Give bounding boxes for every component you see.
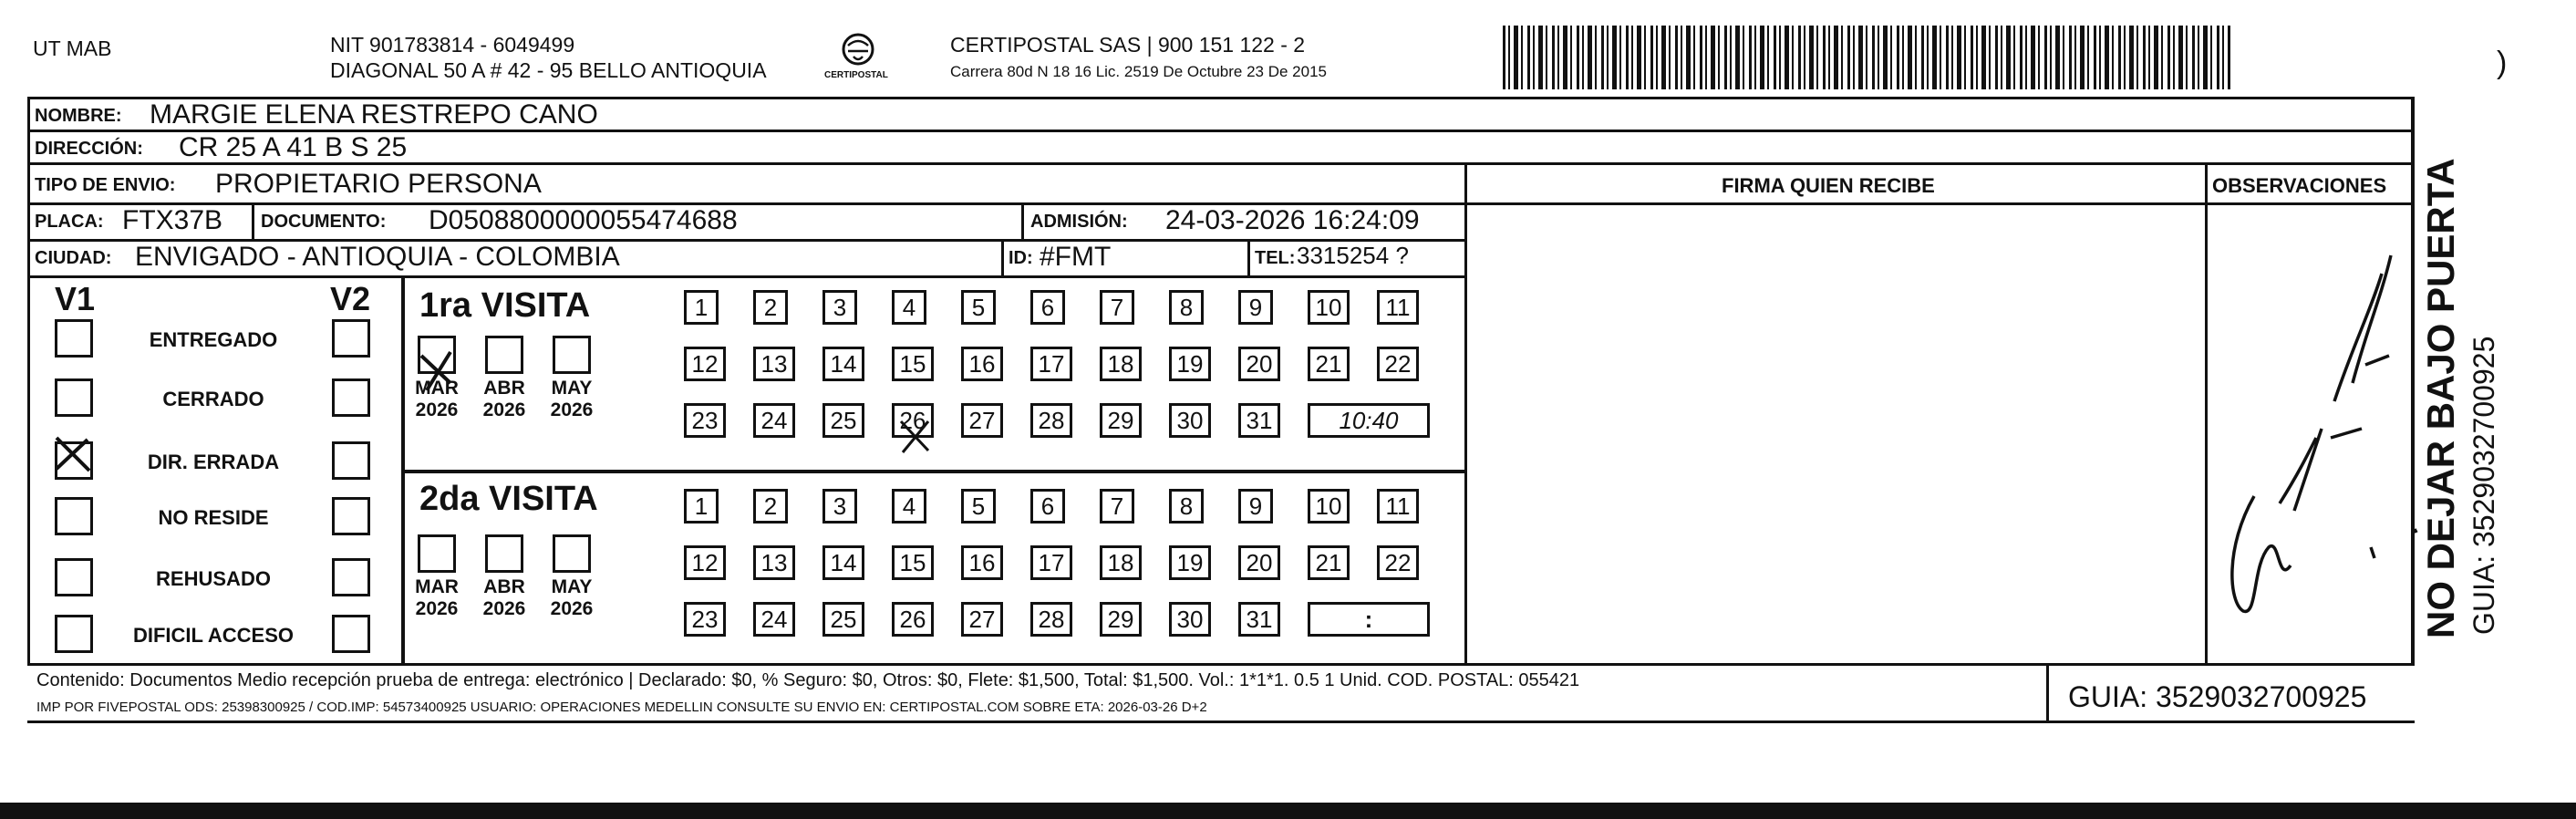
direccion-label: DIRECCIÓN: (35, 139, 143, 159)
bottom-bar (0, 803, 2576, 819)
day-box[interactable]: 25 (822, 403, 864, 438)
admision-label: ADMISIÓN: (1030, 212, 1128, 232)
company-name: UT MAB (33, 36, 112, 60)
time-box[interactable]: 10:40 (1308, 403, 1430, 438)
day-box[interactable]: 28 (1030, 602, 1072, 637)
admision-value: 24-03-2026 16:24:09 (1165, 205, 1420, 235)
day-box[interactable]: 30 (1169, 602, 1211, 637)
day-box[interactable]: 27 (961, 602, 1003, 637)
status-label: NO RESIDE (158, 506, 269, 529)
tel-label: TEL: (1255, 248, 1296, 268)
month-label: ABR 2026 (482, 378, 526, 421)
status-label: ENTREGADO (149, 328, 278, 351)
day-box[interactable]: 17 (1030, 347, 1072, 381)
day-box[interactable]: 21 (1308, 545, 1350, 580)
documento-value: D0508800000055474688 (429, 205, 738, 235)
footer-line-1: Contenido: Documentos Medio recepción prueba de entrega: electrónico | Declarado: $0, % Seguro: $0, Otros: $0, Flete: $1,500, Total: $1,500. Vol.: 1*1*1. 0.5 1 Unid. COD. POSTAL: 055421 (36, 670, 1580, 690)
month-label: ABR 2026 (482, 576, 526, 620)
day-box[interactable]: 5 (961, 290, 996, 325)
status-label: DIFICIL ACCESO (132, 624, 294, 647)
day-box[interactable]: 29 (1100, 403, 1142, 438)
certipostal-name: CERTIPOSTAL SAS | 900 151 122 - 2 (950, 33, 1306, 57)
observaciones-header: OBSERVACIONES (2212, 174, 2387, 197)
day-box[interactable]: 6 (1030, 489, 1065, 524)
direccion-value: CR 25 A 41 B S 25 (179, 132, 408, 162)
day-box[interactable]: 9 (1238, 290, 1273, 325)
placa-value: FTX37B (122, 205, 223, 235)
company-address: DIAGONAL 50 A # 42 - 95 BELLO ANTIOQUIA (330, 58, 767, 82)
day-box[interactable]: 12 (684, 545, 726, 580)
nombre-label: NOMBRE: (35, 106, 122, 126)
day-box[interactable]: 11 (1377, 489, 1419, 524)
day-box[interactable]: 22 (1377, 545, 1419, 580)
day-box[interactable]: 14 (822, 545, 864, 580)
month-label: MAR 2026 (415, 378, 459, 421)
day-box[interactable]: 26 (892, 403, 934, 438)
day-box[interactable]: 5 (961, 489, 996, 524)
ciudad-label: CIUDAD: (35, 248, 112, 268)
day-box[interactable]: 9 (1238, 489, 1273, 524)
certipostal-logo-text: CERTIPOSTAL (824, 70, 888, 80)
certipostal-address: Carrera 80d N 18 16 Lic. 2519 De Octubre 23 De 2015 (950, 63, 1327, 80)
time-box[interactable]: : (1308, 602, 1430, 637)
month-label: MAY 2026 (550, 576, 594, 620)
day-box[interactable]: 31 (1238, 403, 1280, 438)
day-box[interactable]: 16 (961, 545, 1003, 580)
day-box[interactable]: 11 (1377, 290, 1419, 325)
company-nit: NIT 901783814 - 6049499 (330, 33, 575, 57)
tipo-envio-value: PROPIETARIO PERSONA (215, 169, 542, 199)
firma-header: FIRMA QUIEN RECIBE (1722, 174, 1935, 197)
day-box[interactable]: 21 (1308, 347, 1350, 381)
side-guia: GUIA: 3529032700925 (2467, 336, 2500, 635)
day-box[interactable]: 4 (892, 489, 926, 524)
first-visit-title: 1ra VISITA (419, 286, 591, 325)
v2-label: V2 (330, 280, 371, 317)
day-box[interactable]: 13 (753, 347, 795, 381)
day-box[interactable]: 14 (822, 347, 864, 381)
footer-guia: GUIA: 3529032700925 (2068, 680, 2367, 713)
status-label: CERRADO (162, 388, 264, 410)
day-box[interactable]: 27 (961, 403, 1003, 438)
day-box[interactable]: 28 (1030, 403, 1072, 438)
day-box[interactable]: 10 (1308, 489, 1350, 524)
day-box[interactable]: 10 (1308, 290, 1350, 325)
day-box[interactable]: 1 (684, 290, 719, 325)
day-box[interactable]: 18 (1100, 545, 1142, 580)
day-box[interactable]: 23 (684, 403, 726, 438)
month-label: MAY 2026 (550, 378, 594, 421)
day-box[interactable]: 8 (1169, 290, 1204, 325)
month-label: MAR 2026 (415, 576, 459, 620)
day-box[interactable]: 7 (1100, 290, 1134, 325)
day-box[interactable]: 4 (892, 290, 926, 325)
day-box[interactable]: 1 (684, 489, 719, 524)
day-box[interactable]: 24 (753, 602, 795, 637)
day-box[interactable]: 26 (892, 602, 934, 637)
placa-label: PLACA: (35, 212, 104, 232)
day-box[interactable]: 19 (1169, 347, 1211, 381)
ciudad-value: ENVIGADO - ANTIOQUIA - COLOMBIA (135, 242, 620, 272)
id-value: #FMT (1040, 242, 1112, 272)
day-box[interactable]: 22 (1377, 347, 1419, 381)
day-box[interactable]: 20 (1238, 545, 1280, 580)
no-dejar-warning: NO DEJAR BAJO PUERTA (2419, 158, 2462, 638)
day-box[interactable]: 3 (822, 489, 857, 524)
footer-line-2: IMP POR FIVEPOSTAL ODS: 25398300925 / COD.IMP: 54573400925 USUARIO: OPERACIONES MEDELLIN CONSULTE SU ENVIO EN: CERTIPOSTAL.COM SOBRE ETA: 2026-03-26 D+2 (36, 700, 1207, 715)
second-visit-title: 2da VISITA (419, 480, 598, 518)
day-box[interactable]: 15 (892, 347, 934, 381)
day-box[interactable]: 2 (753, 489, 788, 524)
day-box[interactable]: 3 (822, 290, 857, 325)
status-label: DIR. ERRADA (147, 451, 280, 473)
documento-label: DOCUMENTO: (261, 212, 387, 232)
day-box[interactable]: 18 (1100, 347, 1142, 381)
day-box[interactable]: 30 (1169, 403, 1211, 438)
day-box[interactable]: 25 (822, 602, 864, 637)
day-box[interactable]: 20 (1238, 347, 1280, 381)
v1-label: V1 (55, 280, 96, 317)
side-text (2419, 128, 2531, 638)
day-box[interactable]: 12 (684, 347, 726, 381)
day-box[interactable]: 13 (753, 545, 795, 580)
tel-value: 3315254 ? (1297, 242, 1409, 269)
day-box[interactable]: 19 (1169, 545, 1211, 580)
status-label: REHUSADO (156, 567, 271, 590)
nombre-value: MARGIE ELENA RESTREPO CANO (150, 99, 598, 130)
day-box[interactable]: 31 (1238, 602, 1280, 637)
day-box[interactable]: 6 (1030, 290, 1065, 325)
day-box[interactable]: 24 (753, 403, 795, 438)
id-label: ID: (1009, 248, 1033, 268)
tipo-envio-label: TIPO DE ENVIO: (35, 175, 176, 195)
day-box[interactable]: 15 (892, 545, 934, 580)
day-box[interactable]: 17 (1030, 545, 1072, 580)
day-box[interactable]: 29 (1100, 602, 1142, 637)
day-box[interactable]: 16 (961, 347, 1003, 381)
day-box[interactable]: 7 (1100, 489, 1134, 524)
corner-mark: ) (2497, 46, 2508, 80)
day-box[interactable]: 8 (1169, 489, 1204, 524)
day-box[interactable]: 2 (753, 290, 788, 325)
day-box[interactable]: 23 (684, 602, 726, 637)
